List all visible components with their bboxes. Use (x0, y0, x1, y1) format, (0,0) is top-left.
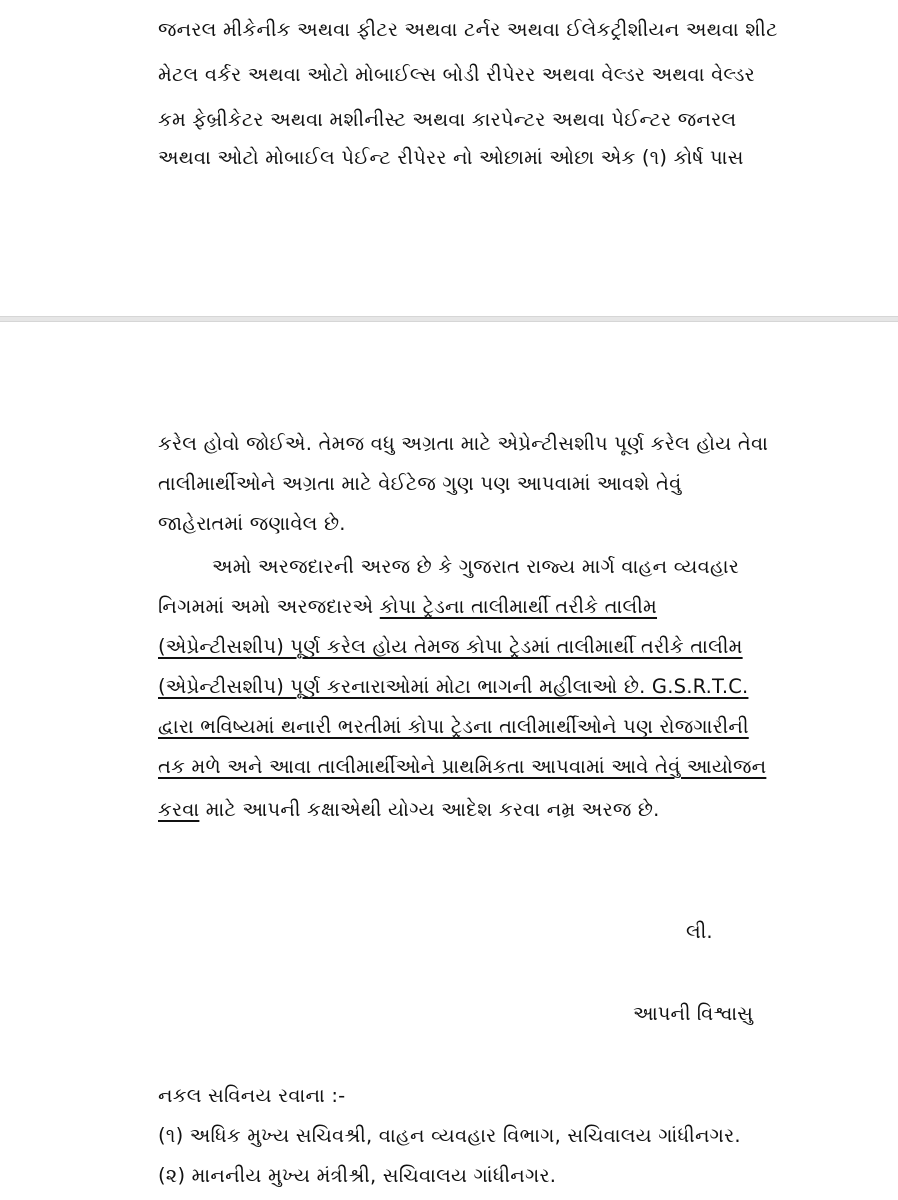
text-segment: નિગમમાં અમો અરજદારએ (158, 595, 380, 618)
text-line (158, 593, 798, 621)
closing-yours: આપની વિશ્વાસુ (633, 1002, 753, 1025)
text-line: તાલીમાર્થીઓને અગ્રતા માટે વેઈટેજ ગુણ પણ આપવામાં આવશે તેવું (158, 472, 682, 495)
page-separator (0, 316, 898, 322)
copy-item: (૧) અધિક મુખ્ય સચિવશ્રી, વાહન વ્યવહાર વિભાગ, સચિવાલય ગાંધીનગર. (158, 1124, 741, 1147)
underlined-text: કરવા (158, 798, 200, 821)
text-line: મેટલ વર્કર અથવા ઓટો મોબાઈલ્સ બોડી રીપેરર અથવા વેલ્ડર અથવા વેલ્ડર (158, 63, 755, 86)
text-line: કરેલ હોવો જોઈએ. તેમજ વધુ અગ્રતા માટે એપ્રેન્ટીસશીપ પૂર્ણ કરેલ હોય તેવા (158, 432, 769, 455)
text-line: અથવા ઓટો મોબાઈલ પેઈન્ટ રીપેરર નો ઓછામાં ઓછા એક (૧) કોર્ષ પાસ (158, 146, 744, 169)
underlined-text-line: (એપ્રેન્ટીસશીપ) પૂર્ણ કરેલ હોય તેમજ કોપા ટ્રેડમાં તાલીમાર્થી તરીકે તાલીમ (158, 635, 743, 658)
text-line (158, 796, 798, 824)
copy-heading: નકલ સવિનય રવાના :- (158, 1084, 346, 1107)
text-line: જનરલ મીકેનીક અથવા ફીટર અથવા ટર્નર અથવા ઈલેકટ્રીશીયન અથવા શીટ (158, 18, 778, 41)
underlined-text-line: દ્વારા ભવિષ્યમાં થનારી ભરતીમાં કોપા ટ્રેડના તાલીમાર્થીઓને પણ રોજગારીની (158, 715, 749, 738)
underlined-text: કોપા ટ્રેડના તાલીમાર્થી તરીકે તાલીમ (379, 595, 658, 618)
closing-li: લી. (686, 920, 713, 943)
underlined-text-line: તક મળે અને આવા તાલીમાર્થીઓને પ્રાથમિકતા આપવામાં આવે તેવું આયોજન (158, 755, 767, 778)
text-line: અમો અરજદારની અરજ છે કે ગુજરાત રાજ્ય માર્ગ વાહન વ્યવહાર (212, 555, 740, 578)
underlined-text-line: (એપ્રેન્ટીસશીપ) પૂર્ણ કરનારાઓમાં મોટા ભાગની મહીલાઓ છે. G.S.R.T.C. (158, 675, 749, 698)
text-line: જાહેરાતમાં જણાવેલ છે. (158, 512, 346, 535)
text-line: કમ ફેબ્રીકેટર અથવા મશીનીસ્ટ અથવા કારપેન્ટર અથવા પેઈન્ટર જનરલ (158, 108, 737, 131)
text-segment: માટે આપની કક્ષાએથી યોગ્ય આદેશ કરવા નમ્ર અરજ છે. (199, 798, 660, 821)
copy-item: (૨) માનનીય મુખ્ય મંત્રીશ્રી, સચિવાલય ગાંધીનગર. (158, 1164, 557, 1187)
